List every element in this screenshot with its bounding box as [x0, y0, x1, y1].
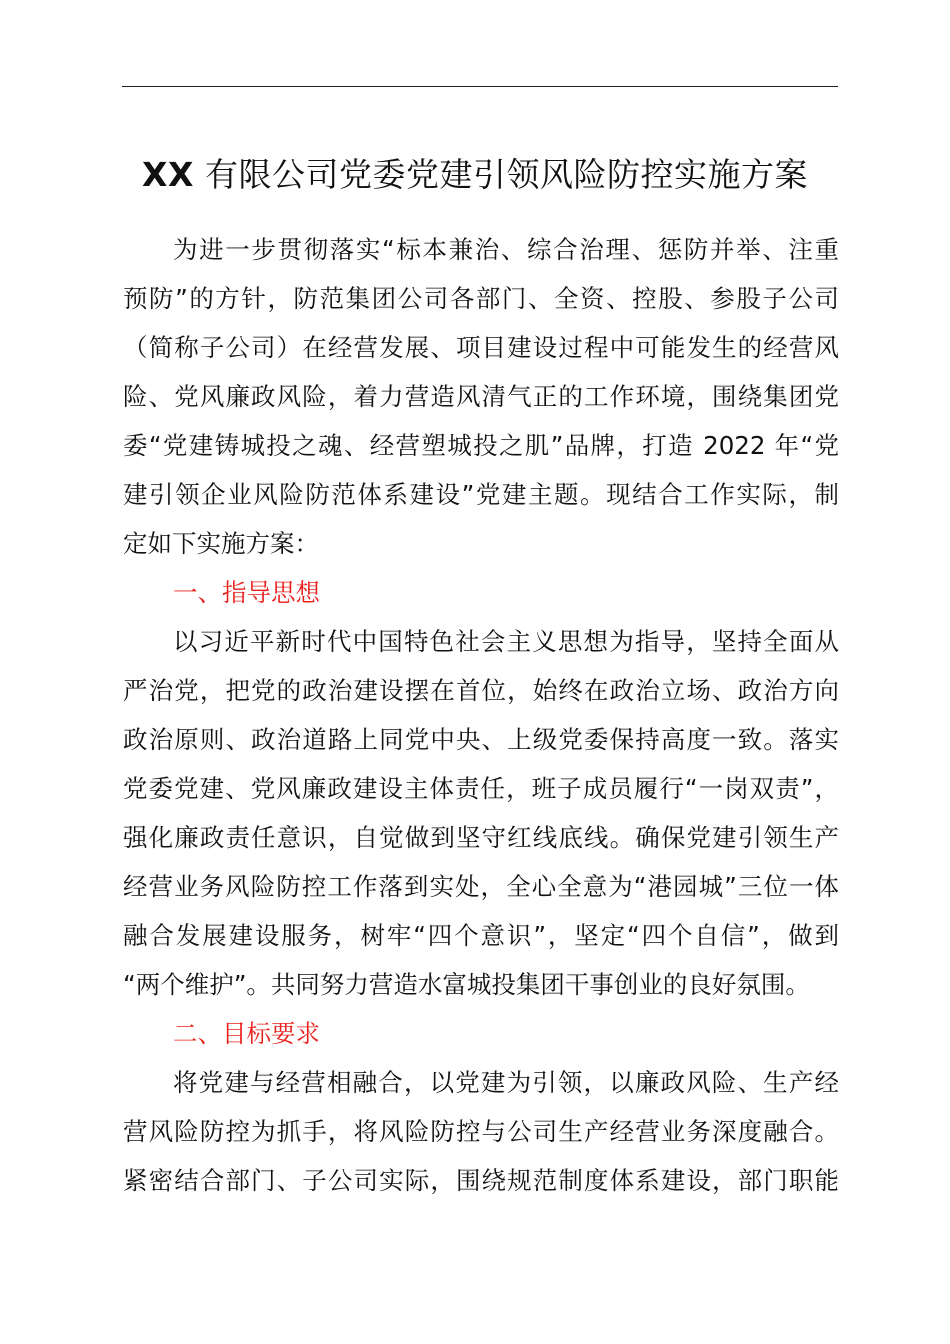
title-text: 有限公司党委党建引领风险防控实施方案 [204, 155, 808, 194]
section-heading-goals: 二、目标要求 [173, 1019, 320, 1048]
section1-line: 融合发展建设服务，树牢“四个意识”，坚定“四个自信”，做到 [123, 921, 839, 950]
section1-line: 政治原则、政治道路上同党中央、上级党委保持高度一致。落实 [123, 725, 839, 754]
section-heading-guiding-ideology: 一、指导思想 [173, 578, 320, 607]
section1-line: 党委党建、党风廉政建设主体责任，班子成员履行“一岗双责”， [123, 774, 839, 803]
intro-line: 建引领企业风险防范体系建设”党建主题。现结合工作实际，制 [123, 480, 839, 509]
section2-line: 将党建与经营相融合，以党建为引领，以廉政风险、生产经 [173, 1068, 839, 1097]
intro-line: 预防”的方针，防范集团公司各部门、全资、控股、参股子公司 [123, 284, 839, 313]
intro-line: 险、党风廉政风险，着力营造风清气正的工作环境，围绕集团党 [123, 382, 839, 411]
intro-line: 委“党建铸城投之魂、经营塑城投之肌”品牌，打造 2022 年“党 [123, 431, 839, 460]
section2-line: 紧密结合部门、子公司实际，围绕规范制度体系建设，部门职能 [123, 1166, 839, 1195]
section1-line: 严治党，把党的政治建设摆在首位，始终在政治立场、政治方向 [123, 676, 839, 705]
section1-line: “两个维护”。共同努力营造水富城投集团干事创业的良好氛围。 [123, 970, 810, 999]
document-title [0, 150, 950, 200]
header-rule [122, 86, 838, 87]
section1-line: 强化廉政责任意识，自觉做到坚守红线底线。确保党建引领生产 [123, 823, 839, 852]
section2-line: 营风险防控为抓手，将风险防控与公司生产经营业务深度融合。 [123, 1117, 839, 1146]
section1-line: 以习近平新时代中国特色社会主义思想为指导，坚持全面从 [173, 627, 839, 656]
intro-line: （简称子公司）在经营发展、项目建设过程中可能发生的经营风 [123, 333, 839, 362]
section1-line: 经营业务风险防控工作落到实处，全心全意为“港园城”三位一体 [123, 872, 839, 901]
intro-line: 定如下实施方案： [123, 529, 319, 558]
document-body [123, 225, 839, 1205]
title-prefix: XX [142, 155, 194, 194]
intro-line: 为进一步贯彻落实“标本兼治、综合治理、惩防并举、注重 [173, 235, 839, 264]
